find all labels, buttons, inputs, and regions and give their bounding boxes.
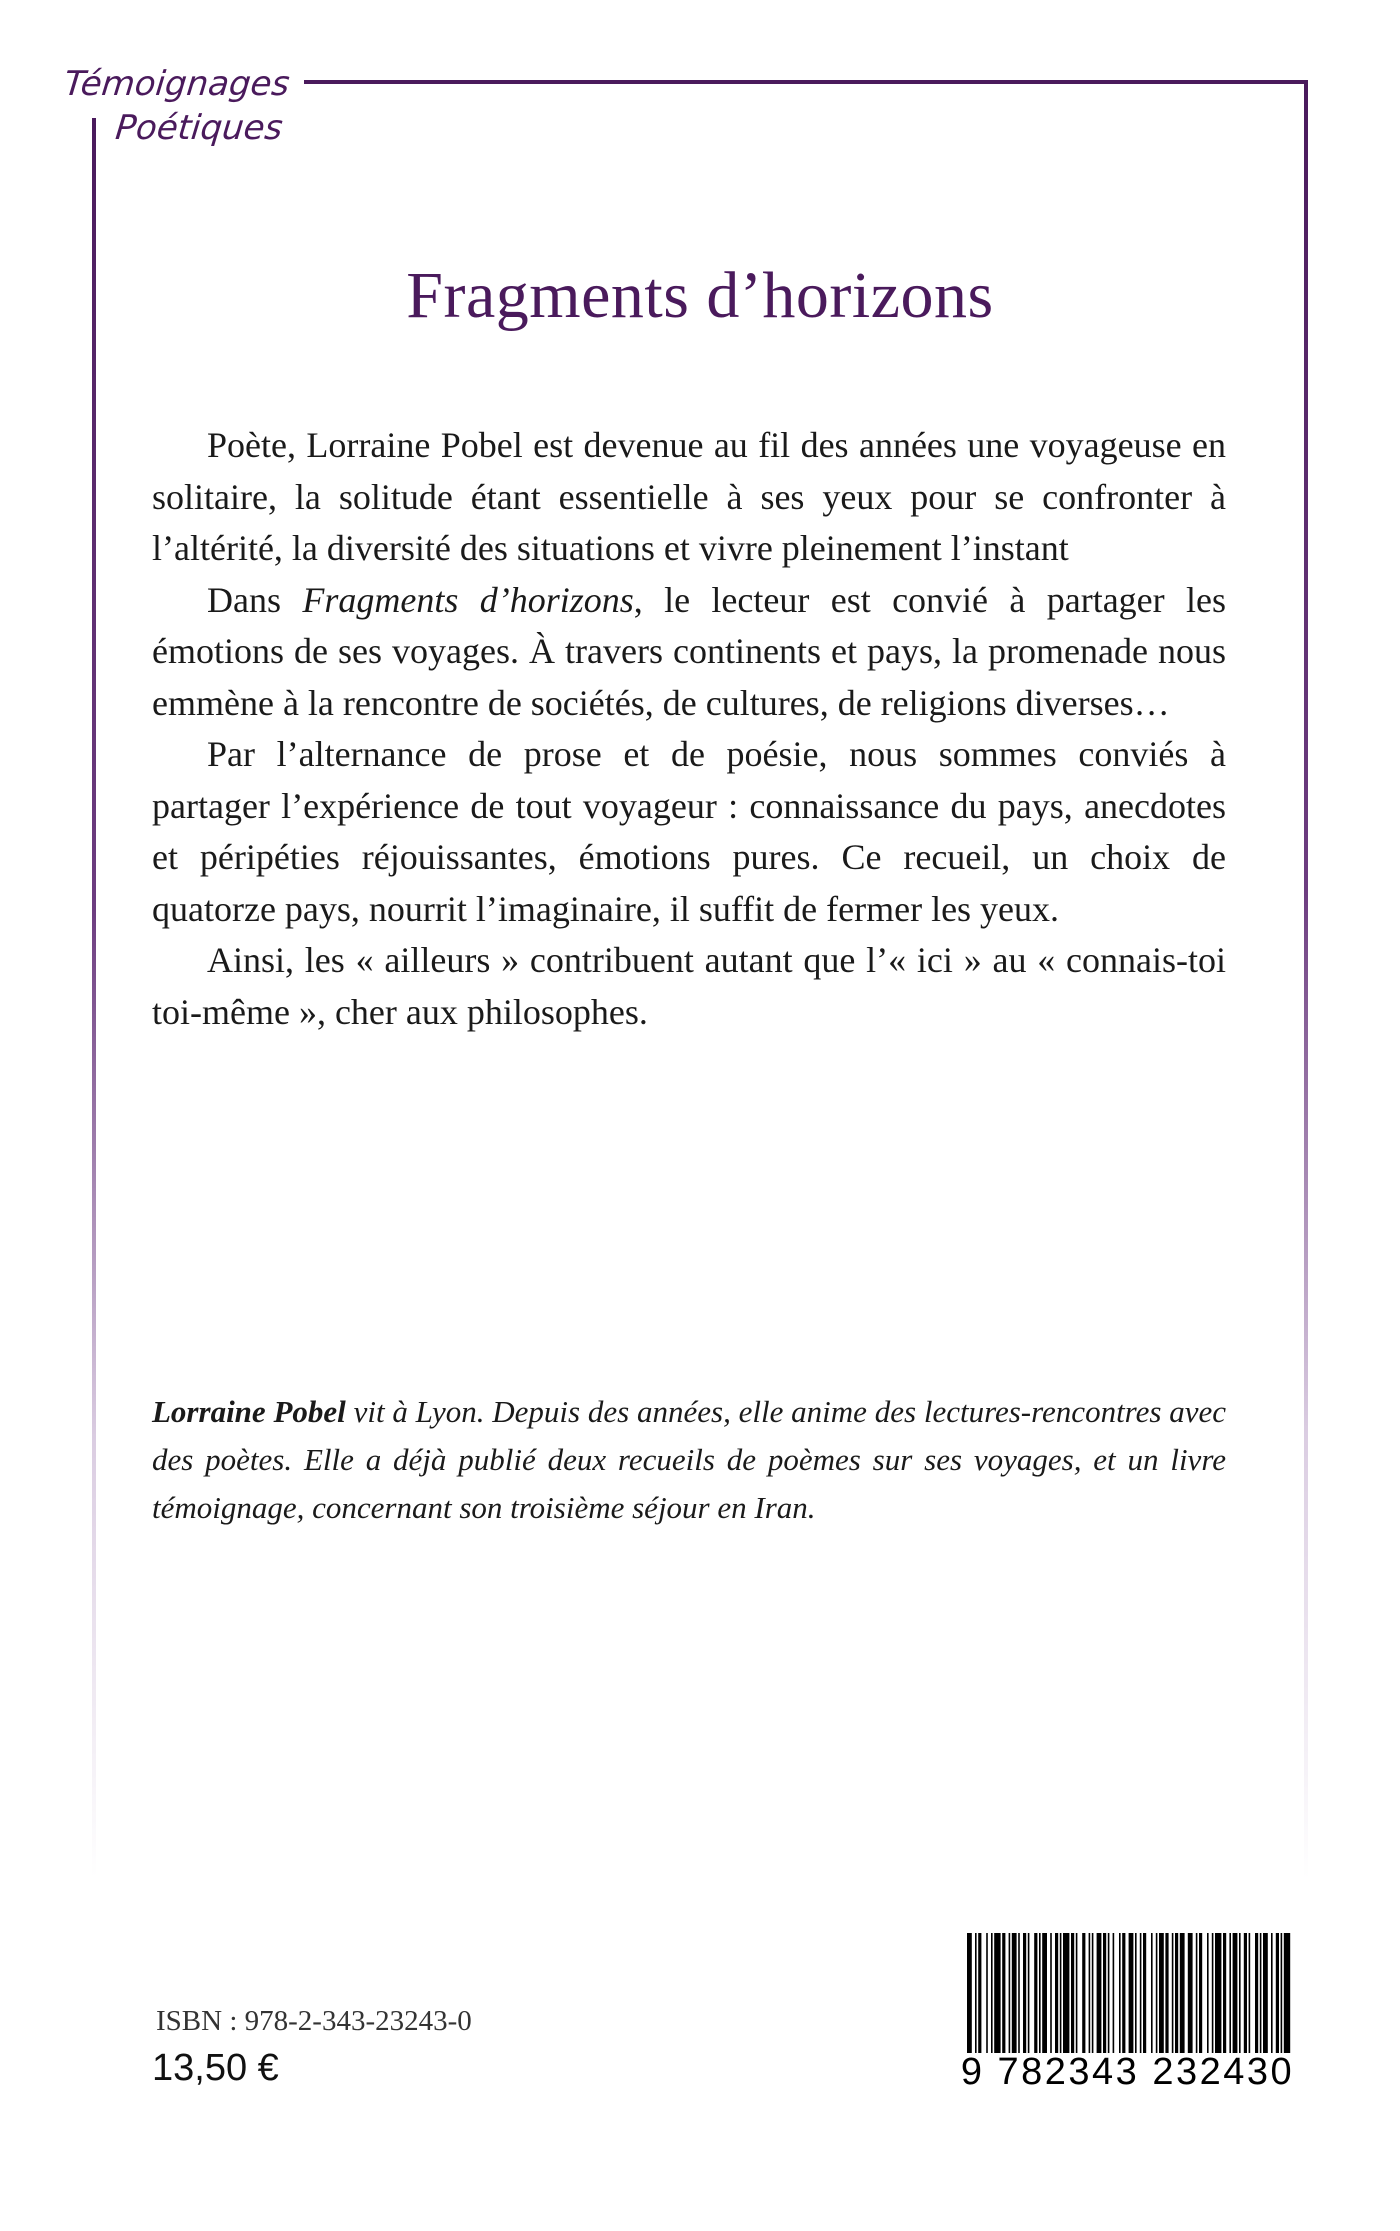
barcode-bar bbox=[1023, 1933, 1026, 2053]
barcode-bar bbox=[1196, 1933, 1198, 2053]
series-line-2: Poétiques bbox=[113, 108, 285, 148]
barcode-bar bbox=[1060, 1933, 1062, 2053]
blurb-paragraph-3: Par l’alternance de prose et de poésie, nous sommes conviés à partager l’expérience de tout voyageur : connaissance du pays, anecdotes et péripéties réjouissantes, émotions pures. Ce recueil, un choix de quatorze pays, nourrit l’imaginaire, il suffit de fermer les yeux. bbox=[152, 734, 1226, 929]
barcode-bar bbox=[1009, 1933, 1011, 2053]
barcode-bar bbox=[1271, 1933, 1273, 2053]
barcode-bar bbox=[1108, 1933, 1110, 2053]
barcode-bar bbox=[1172, 1933, 1174, 2053]
barcode-bar bbox=[1263, 1933, 1268, 2053]
barcode-bar bbox=[1233, 1933, 1238, 2053]
barcode-bar bbox=[1276, 1933, 1279, 2053]
series-name bbox=[51, 62, 300, 150]
barcode-bar bbox=[1039, 1933, 1041, 2053]
barcode-bar bbox=[1159, 1933, 1164, 2053]
price: 13,50 € bbox=[152, 2047, 279, 2089]
barcode-bar bbox=[1012, 1933, 1017, 2053]
barcode-bars bbox=[963, 1933, 1293, 2053]
blurb-p2-after: , le lecteur est convié à partager les émotions de ses voyages. À travers continents et pays, la promenade nous emmène à la rencontre de sociétés, de cultures, de religions diverses… bbox=[152, 579, 1226, 723]
barcode-bar bbox=[1018, 1933, 1020, 2053]
blurb-paragraph-1: Poète, Lorraine Pobel est devenue au fil des années une voyageuse en solitaire, la solitude étant essentielle à ses yeux pour se confronter à l’altérité, la diversité des situations et vivre pleinement l’instant bbox=[152, 425, 1226, 568]
barcode-bar bbox=[1119, 1933, 1121, 2053]
barcode-bar bbox=[1002, 1933, 1005, 2053]
barcode-bar bbox=[1229, 1933, 1231, 2053]
blurb-paragraph-4: Ainsi, les « ailleurs » contribuent autant que l’« ici » au « connais-toi toi-même », cher aux philosophes. bbox=[152, 940, 1226, 1032]
barcode-bar bbox=[1097, 1933, 1102, 2053]
barcode-bar bbox=[978, 1933, 981, 2053]
barcode-bar bbox=[1092, 1933, 1094, 2053]
barcode-bar bbox=[1260, 1933, 1262, 2053]
barcode-bar bbox=[1076, 1933, 1078, 2053]
barcode-bar bbox=[1063, 1933, 1069, 2053]
barcode-bar bbox=[1129, 1933, 1134, 2053]
blurb-p2-title: Fragments d’horizons bbox=[302, 579, 634, 620]
barcode-bar bbox=[1284, 1933, 1290, 2053]
barcode-bar bbox=[1215, 1933, 1221, 2053]
book-title: Fragments d’horizons bbox=[406, 259, 994, 332]
barcode-bar bbox=[1188, 1933, 1193, 2053]
barcode-bar bbox=[1042, 1933, 1047, 2053]
barcode-bar bbox=[1082, 1933, 1085, 2053]
blurb-p2-before: Dans bbox=[207, 579, 303, 620]
barcode-bar bbox=[1255, 1933, 1258, 2053]
barcode-bar bbox=[991, 1933, 993, 2053]
barcode-bar bbox=[1050, 1933, 1052, 2053]
barcode-bar bbox=[1034, 1933, 1037, 2053]
barcode-number: 9 782343 232430 bbox=[960, 2051, 1295, 2093]
barcode-bar bbox=[1156, 1933, 1158, 2053]
barcode-bar bbox=[1071, 1933, 1074, 2053]
barcode-bar bbox=[1028, 1933, 1030, 2053]
frame-right-rule bbox=[1304, 80, 1308, 1880]
blurb bbox=[152, 420, 1226, 1038]
frame-top-rule bbox=[304, 80, 1308, 84]
barcode-bar bbox=[1281, 1933, 1283, 2053]
barcode-bar bbox=[1151, 1933, 1153, 2053]
barcode-bar bbox=[1165, 1933, 1168, 2053]
barcode-bar bbox=[1089, 1933, 1091, 2053]
author-name: Lorraine Pobel bbox=[152, 1394, 346, 1429]
barcode-bar bbox=[1140, 1933, 1142, 2053]
barcode-bar bbox=[975, 1933, 977, 2053]
isbn: ISBN : 978-2-343-23243-0 bbox=[156, 2005, 472, 2037]
frame-left-rule bbox=[92, 118, 96, 1878]
barcode-bar bbox=[1199, 1933, 1202, 2053]
blurb-paragraph-2 bbox=[152, 575, 1226, 730]
barcode-bar bbox=[986, 1933, 988, 2053]
barcode-bar bbox=[994, 1933, 1000, 2053]
barcode-bar bbox=[1244, 1933, 1247, 2053]
barcode-bar bbox=[1223, 1933, 1226, 2053]
barcode-bar bbox=[1175, 1933, 1178, 2053]
barcode-bar bbox=[967, 1933, 972, 2053]
series-line-1: Témoignages bbox=[62, 64, 292, 104]
barcode-bar bbox=[1180, 1933, 1185, 2053]
barcode-bar bbox=[1103, 1933, 1106, 2053]
barcode-bar bbox=[1113, 1933, 1115, 2053]
author-bio bbox=[152, 1388, 1226, 1532]
barcode-bar bbox=[1143, 1933, 1146, 2053]
barcode-bar bbox=[1207, 1933, 1209, 2053]
barcode-bar bbox=[1212, 1933, 1214, 2053]
author-bio-text: vit à Lyon. Depuis des années, elle anime des lectures-rencontres avec des poètes. Elle a déjà publié deux recueils de poèmes sur ses voyages, et un livre témoignage, concernant son troisième séjour en Iran. bbox=[152, 1394, 1226, 1525]
barcode-bar bbox=[1135, 1933, 1137, 2053]
barcode-bar bbox=[1122, 1933, 1125, 2053]
barcode-bar bbox=[1249, 1933, 1251, 2053]
barcode-bar bbox=[1239, 1933, 1241, 2053]
barcode bbox=[955, 1933, 1300, 2098]
barcode-bar bbox=[1055, 1933, 1058, 2053]
